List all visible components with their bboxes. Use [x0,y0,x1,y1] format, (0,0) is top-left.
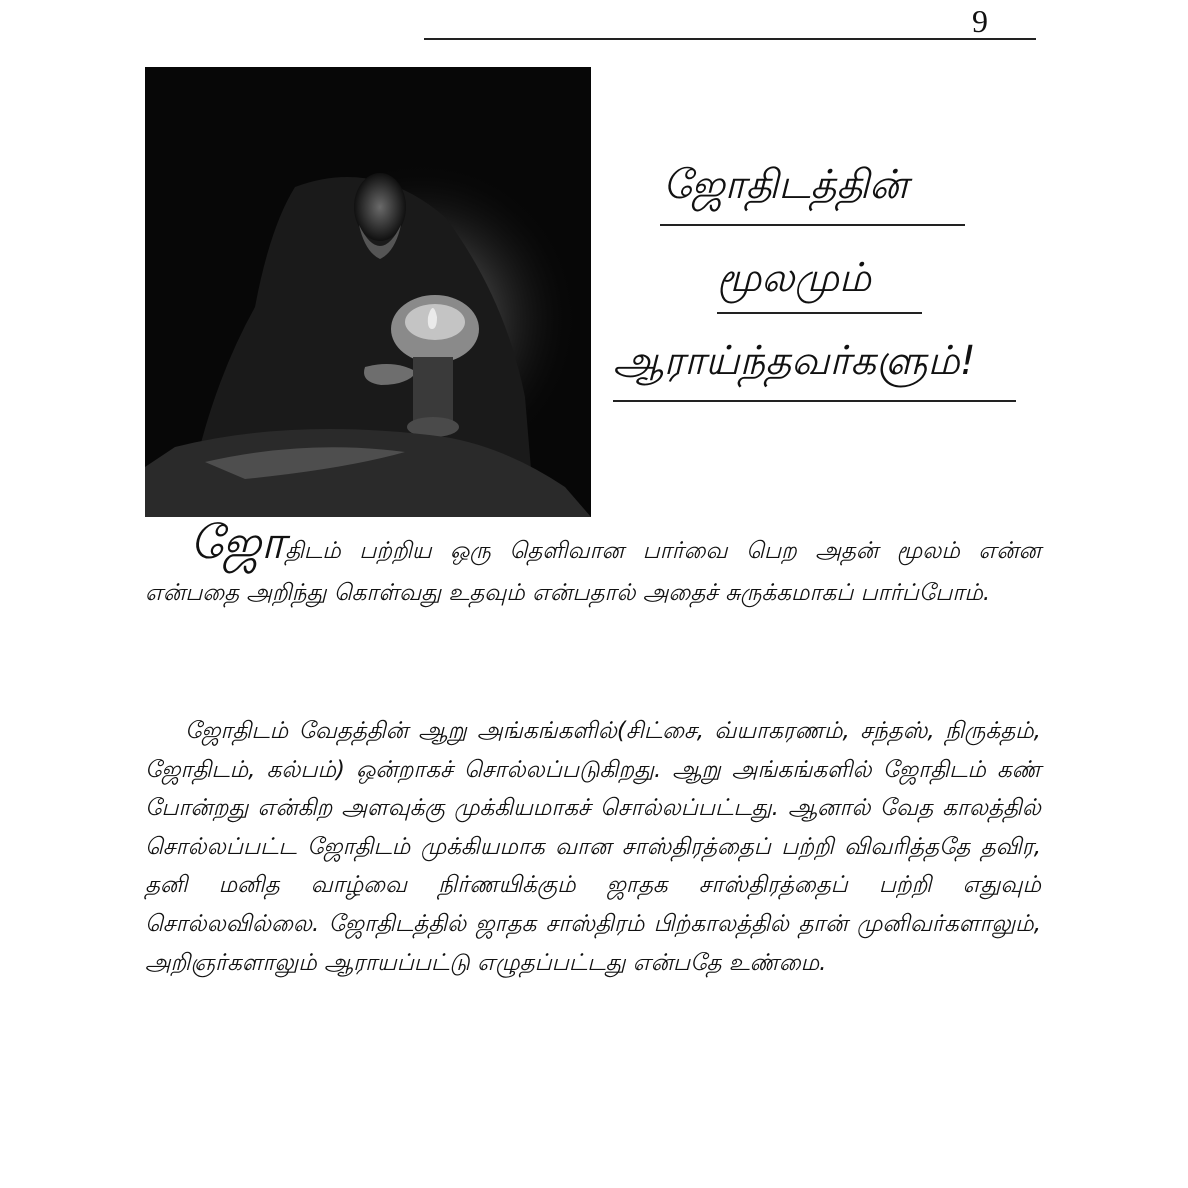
title-line-2: மூலமும் [717,255,872,301]
photo [145,67,591,517]
page-number: 9 [972,3,988,39]
title-rule-3 [613,400,1016,402]
truncated-next-line [200,1170,1040,1188]
header-rule [424,38,1036,40]
title-rule-2 [717,312,922,314]
title-line-1: ஜோதிடத்தின் [663,162,908,208]
paragraph-1 [145,515,1041,614]
astrologer-photo-icon [145,67,591,517]
paragraph-1-text: திடம் பற்றிய ஒரு தெளிவான பார்வை பெற அதன் மூலம் என்ன என்பதை அறிந்து கொள்வது உதவும் என்பதால் அதைச் சுருக்கமாகப் பார்ப்போம். [145,538,1041,606]
title-line-3: ஆராய்ந்தவர்களும்! [613,338,976,384]
title-rule-1 [660,224,965,226]
drop-cap: ஜோ [190,515,286,569]
paragraph-2: ஜோதிடம் வேதத்தின் ஆறு அங்கங்களில்(சிட்சை, வ்யாகரணம், சந்தஸ், நிருக்தம், ஜோதிடம், கல்பம்) ஒன்றாகச் சொல்லப்படுகிறது. ஆறு அங்கங்களில் ஜோதிடம் கண் போன்றது என்கிற அளவுக்கு முக்கியமாகச் சொல்லப்பட்டது. ஆனால் வேத காலத்தில் சொல்லப்பட்ட ஜோதிடம் முக்கியமாக வான சாஸ்திரத்தைப் பற்றி விவரித்ததே தவிர, தனி மனித வாழ்வை நிர்ணயிக்கும் ஜாதக சாஸ்திரத்தைப் பற்றி எதுவும் சொல்லவில்லை. ஜோதிடத்தில் ஜாதக சாஸ்திரம் பிற்காலத்தில் தான் முனிவர்களாலும், அறிஞர்களாலும் ஆராயப்பட்டு எழுதப்பட்டது என்பதே உண்மை. [145,718,1041,976]
